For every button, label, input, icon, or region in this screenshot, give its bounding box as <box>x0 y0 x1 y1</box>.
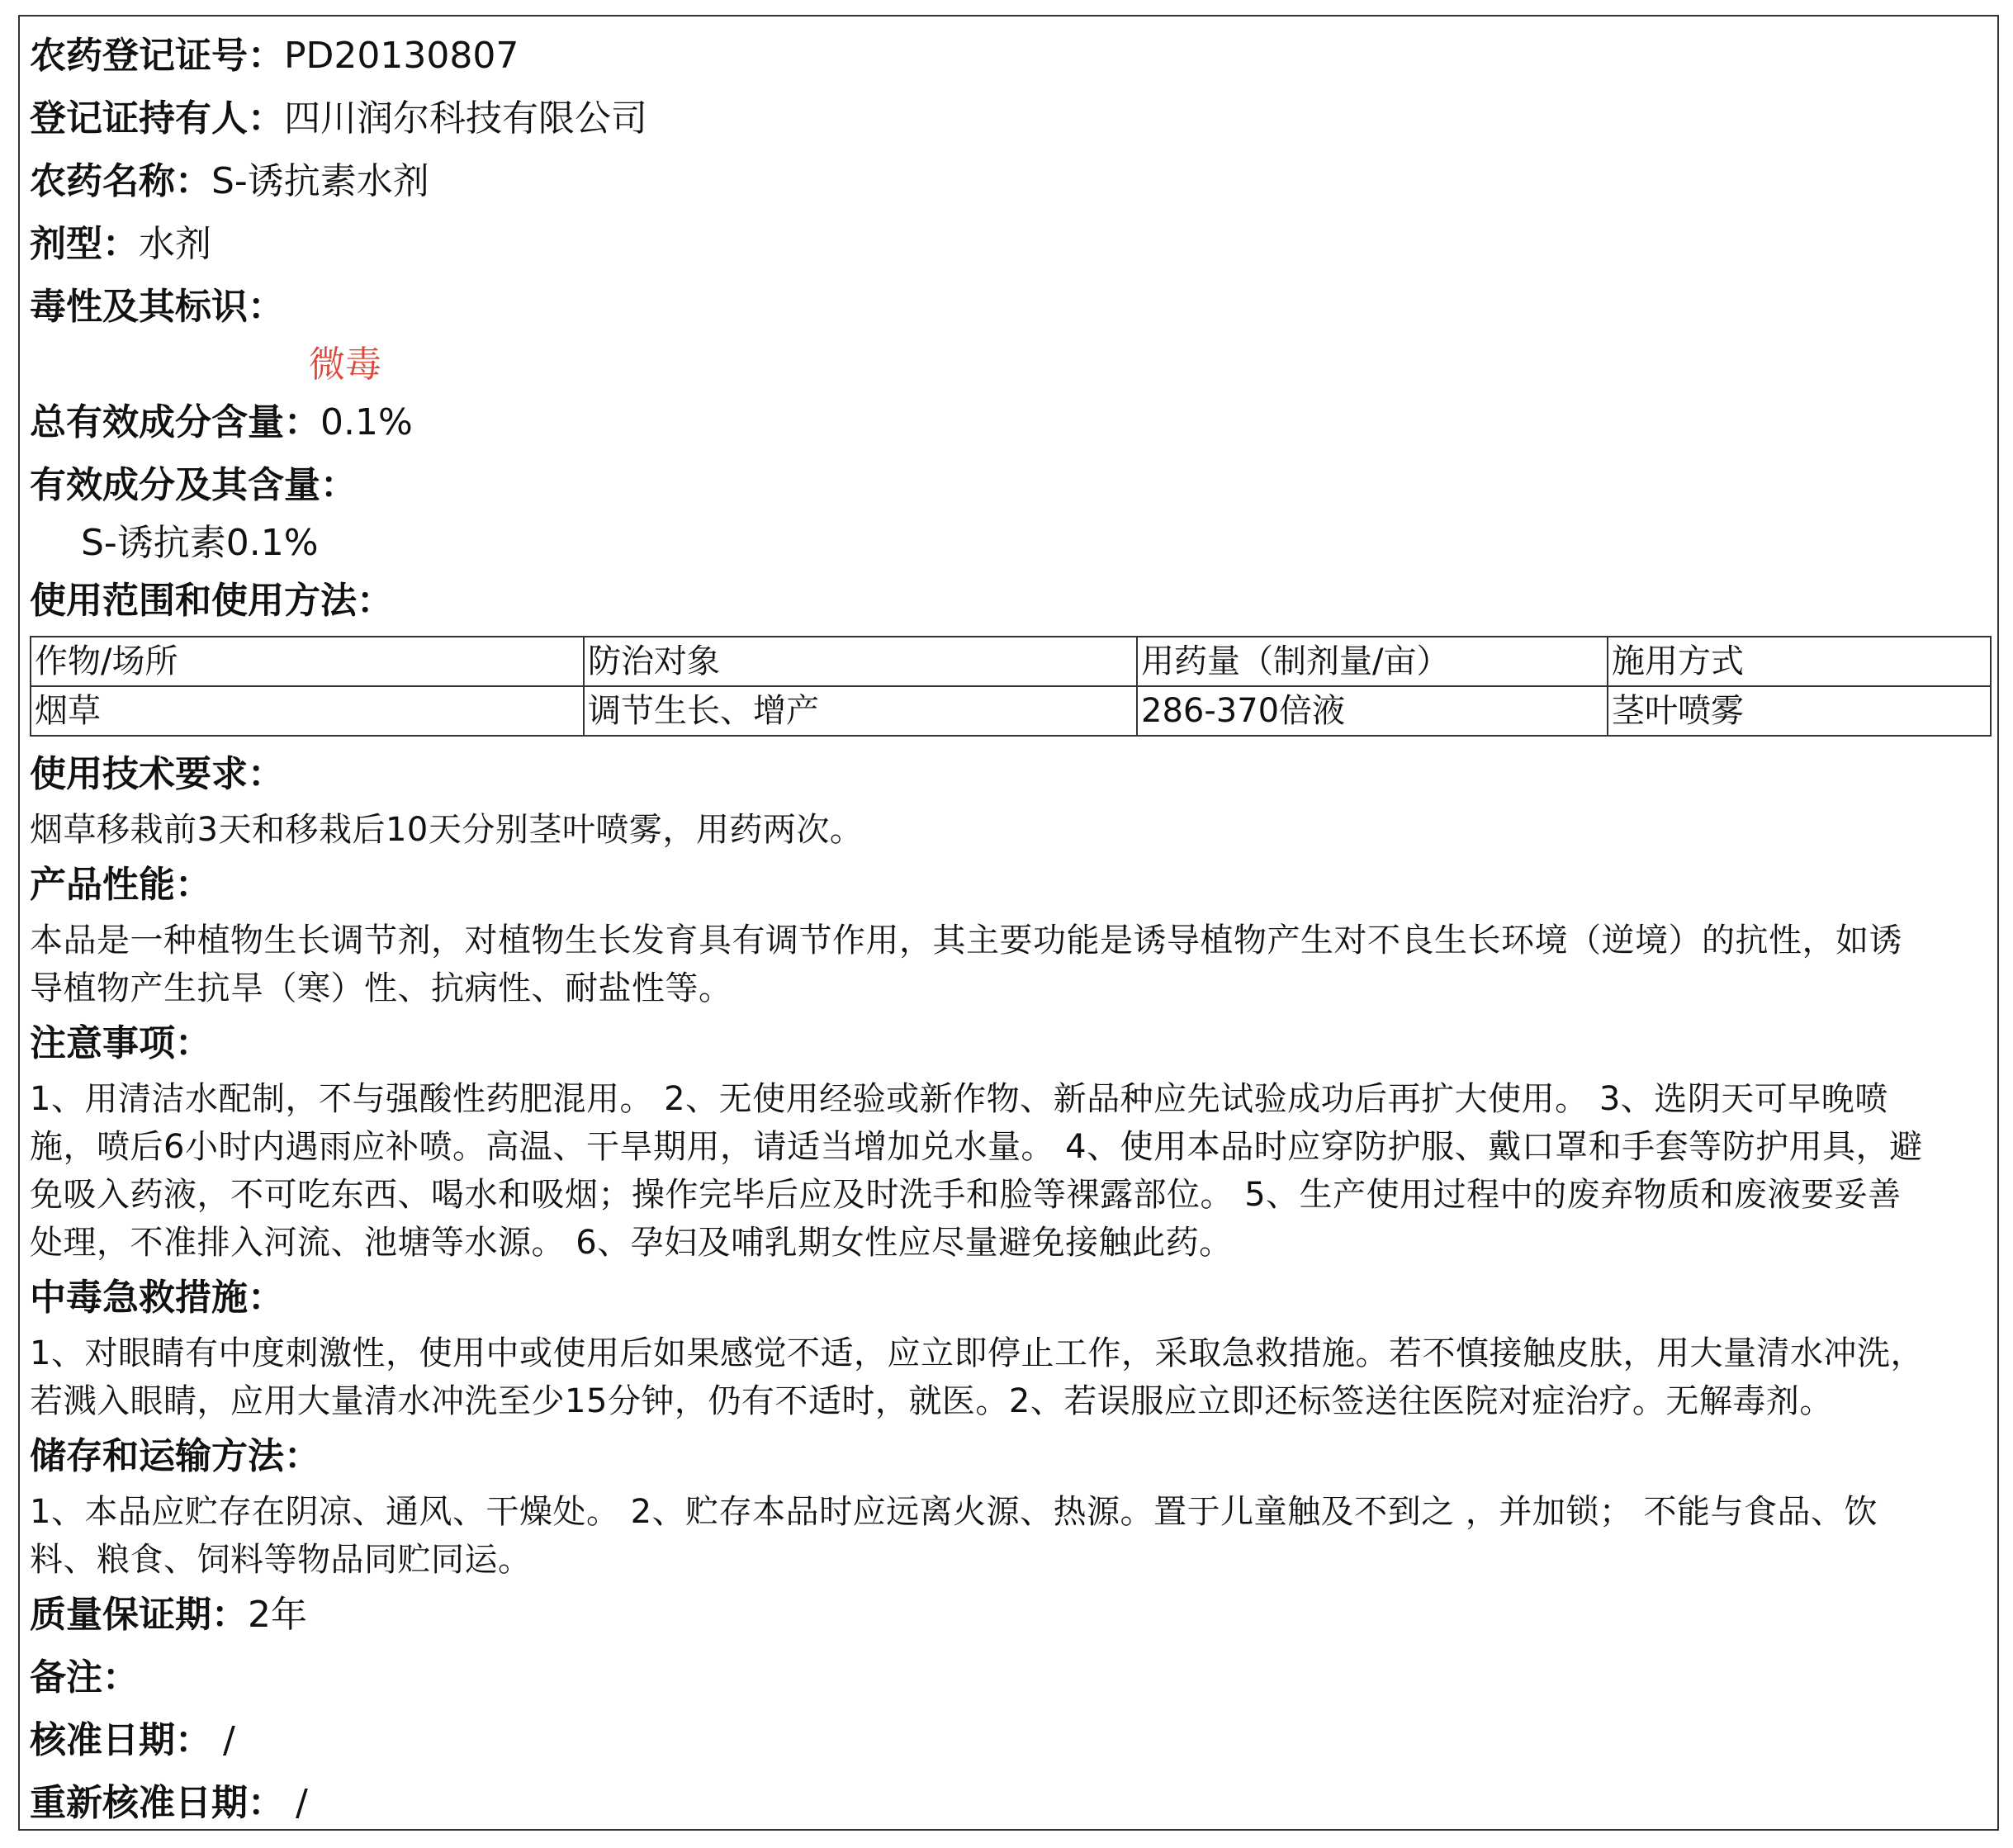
storage-line: 1、本品应贮存在阴凉、通风、干燥处。 2、贮存本品时应远离火源、热源。置于儿童触及不到之 ，并加锁； 不能与食品、饮 <box>30 1493 1878 1531</box>
technical-requirements-heading <box>30 743 1987 806</box>
registration-number-row <box>30 25 1987 88</box>
reapproval-date-value: / <box>284 1782 308 1824</box>
usage-label: 使用范围和使用方法： <box>30 580 393 622</box>
performance-label: 产品性能： <box>30 864 211 906</box>
table-header-cell: 防治对象 <box>584 637 1137 686</box>
product-name-label: 农药名称： <box>30 160 211 202</box>
toxicity-label: 毒性及其标识： <box>30 286 284 328</box>
precautions-line: 免吸入药液，不可吃东西、喝水和吸烟；操作完毕后应及时洗手和脸等裸露部位。 5、生产使用过程中的废弃物质和废液要妥善 <box>30 1176 1902 1214</box>
total-content-value: 0.1% <box>320 401 413 443</box>
performance-heading <box>30 854 1987 917</box>
precautions-heading <box>30 1012 1987 1075</box>
ingredients-label: 有效成分及其含量： <box>30 464 357 506</box>
storage-label: 储存和运输方法： <box>30 1435 320 1477</box>
approval-date-row <box>30 1709 1987 1772</box>
technical-requirements-label: 使用技术要求： <box>30 753 284 795</box>
first-aid-line: 若溅入眼睛，应用大量清水冲洗至少15分钟，仍有不适时，就医。2、若误服应立即还标签送往医院对症治疗。无解毒剂。 <box>30 1382 1833 1420</box>
toxicity-row <box>30 276 1987 339</box>
formulation-value: 水剂 <box>139 223 211 265</box>
reapproval-date-row <box>30 1772 1987 1835</box>
approval-date-value: / <box>211 1719 235 1761</box>
performance-line: 本品是一种植物生长调节剂，对植物生长发育具有调节作用，其主要功能是诱导植物产生对不良生长环境（逆境）的抗性，如诱 <box>30 922 1902 960</box>
total-content-row <box>30 391 1987 454</box>
storage-heading <box>30 1425 1987 1488</box>
document-frame <box>18 15 1999 1831</box>
reapproval-date-label: 重新核准日期： <box>30 1782 284 1824</box>
formulation-row <box>30 213 1987 276</box>
shelf-life-label: 质量保证期： <box>30 1594 248 1636</box>
total-content-label: 总有效成分含量： <box>30 401 320 443</box>
table-cell: 茎叶喷雾 <box>1608 686 1991 736</box>
approval-date-label: 核准日期： <box>30 1719 211 1761</box>
document-content <box>30 25 1987 1835</box>
table-header-cell: 施用方式 <box>1608 637 1991 686</box>
storage-line: 料、粮食、饲料等物品同贮同运。 <box>30 1541 532 1579</box>
first-aid-heading <box>30 1267 1987 1329</box>
first-aid-line: 1、对眼睛有中度刺激性，使用中或使用后如果感觉不适，应立即停止工作，采取急救措施。若不慎接触皮肤，用大量清水冲洗， <box>30 1334 1924 1372</box>
technical-requirements-text: 烟草移栽前3天和移栽后10天分别茎叶喷雾，用药两次。 <box>30 811 864 849</box>
first-aid-label: 中毒急救措施： <box>30 1277 284 1319</box>
table-row <box>31 686 1991 736</box>
shelf-life-value: 2年 <box>248 1594 307 1636</box>
toxicity-value: 微毒 <box>309 344 381 386</box>
table-header-cell: 作物/场所 <box>31 637 584 686</box>
table-header-cell: 用药量（制剂量/亩） <box>1137 637 1608 686</box>
holder-value: 四川润尔科技有限公司 <box>284 97 647 140</box>
precautions-line: 施，喷后6小时内遇雨应补喷。高温、干旱期用，请适当增加兑水量。 4、使用本品时应穿防护服、戴口罩和手套等防护用具，避 <box>30 1128 1923 1166</box>
table-cell: 烟草 <box>31 686 584 736</box>
shelf-life-row <box>30 1584 1987 1647</box>
performance-line: 导植物产生抗旱（寒）性、抗病性、耐盐性等。 <box>30 969 732 1007</box>
ingredients-value: S-诱抗素0.1% <box>81 522 319 564</box>
product-name-value: S-诱抗素水剂 <box>211 160 429 202</box>
table-header-row <box>31 637 1991 686</box>
registration-number-value: PD20130807 <box>284 35 519 77</box>
precautions-line: 1、用清洁水配制，不与强酸性药肥混用。 2、无使用经验或新作物、新品种应先试验成功后再扩大使用。 3、选阴天可早晚喷 <box>30 1080 1888 1118</box>
registration-number-label: 农药登记证号： <box>30 35 284 77</box>
table-cell: 286-370倍液 <box>1137 686 1608 736</box>
usage-row <box>30 570 1987 633</box>
remarks-label: 备注： <box>30 1656 139 1699</box>
usage-table <box>30 636 1992 737</box>
precautions-label: 注意事项： <box>30 1022 211 1064</box>
table-cell: 调节生长、增产 <box>584 686 1137 736</box>
precautions-line: 处理，不准排入河流、池塘等水源。 6、孕妇及哺乳期女性应尽量避免接触此药。 <box>30 1224 1233 1262</box>
holder-row <box>30 88 1987 150</box>
ingredients-row <box>30 454 1987 517</box>
remarks-row <box>30 1647 1987 1709</box>
formulation-label: 剂型： <box>30 223 139 265</box>
holder-label: 登记证持有人： <box>30 97 284 140</box>
product-name-row <box>30 150 1987 213</box>
